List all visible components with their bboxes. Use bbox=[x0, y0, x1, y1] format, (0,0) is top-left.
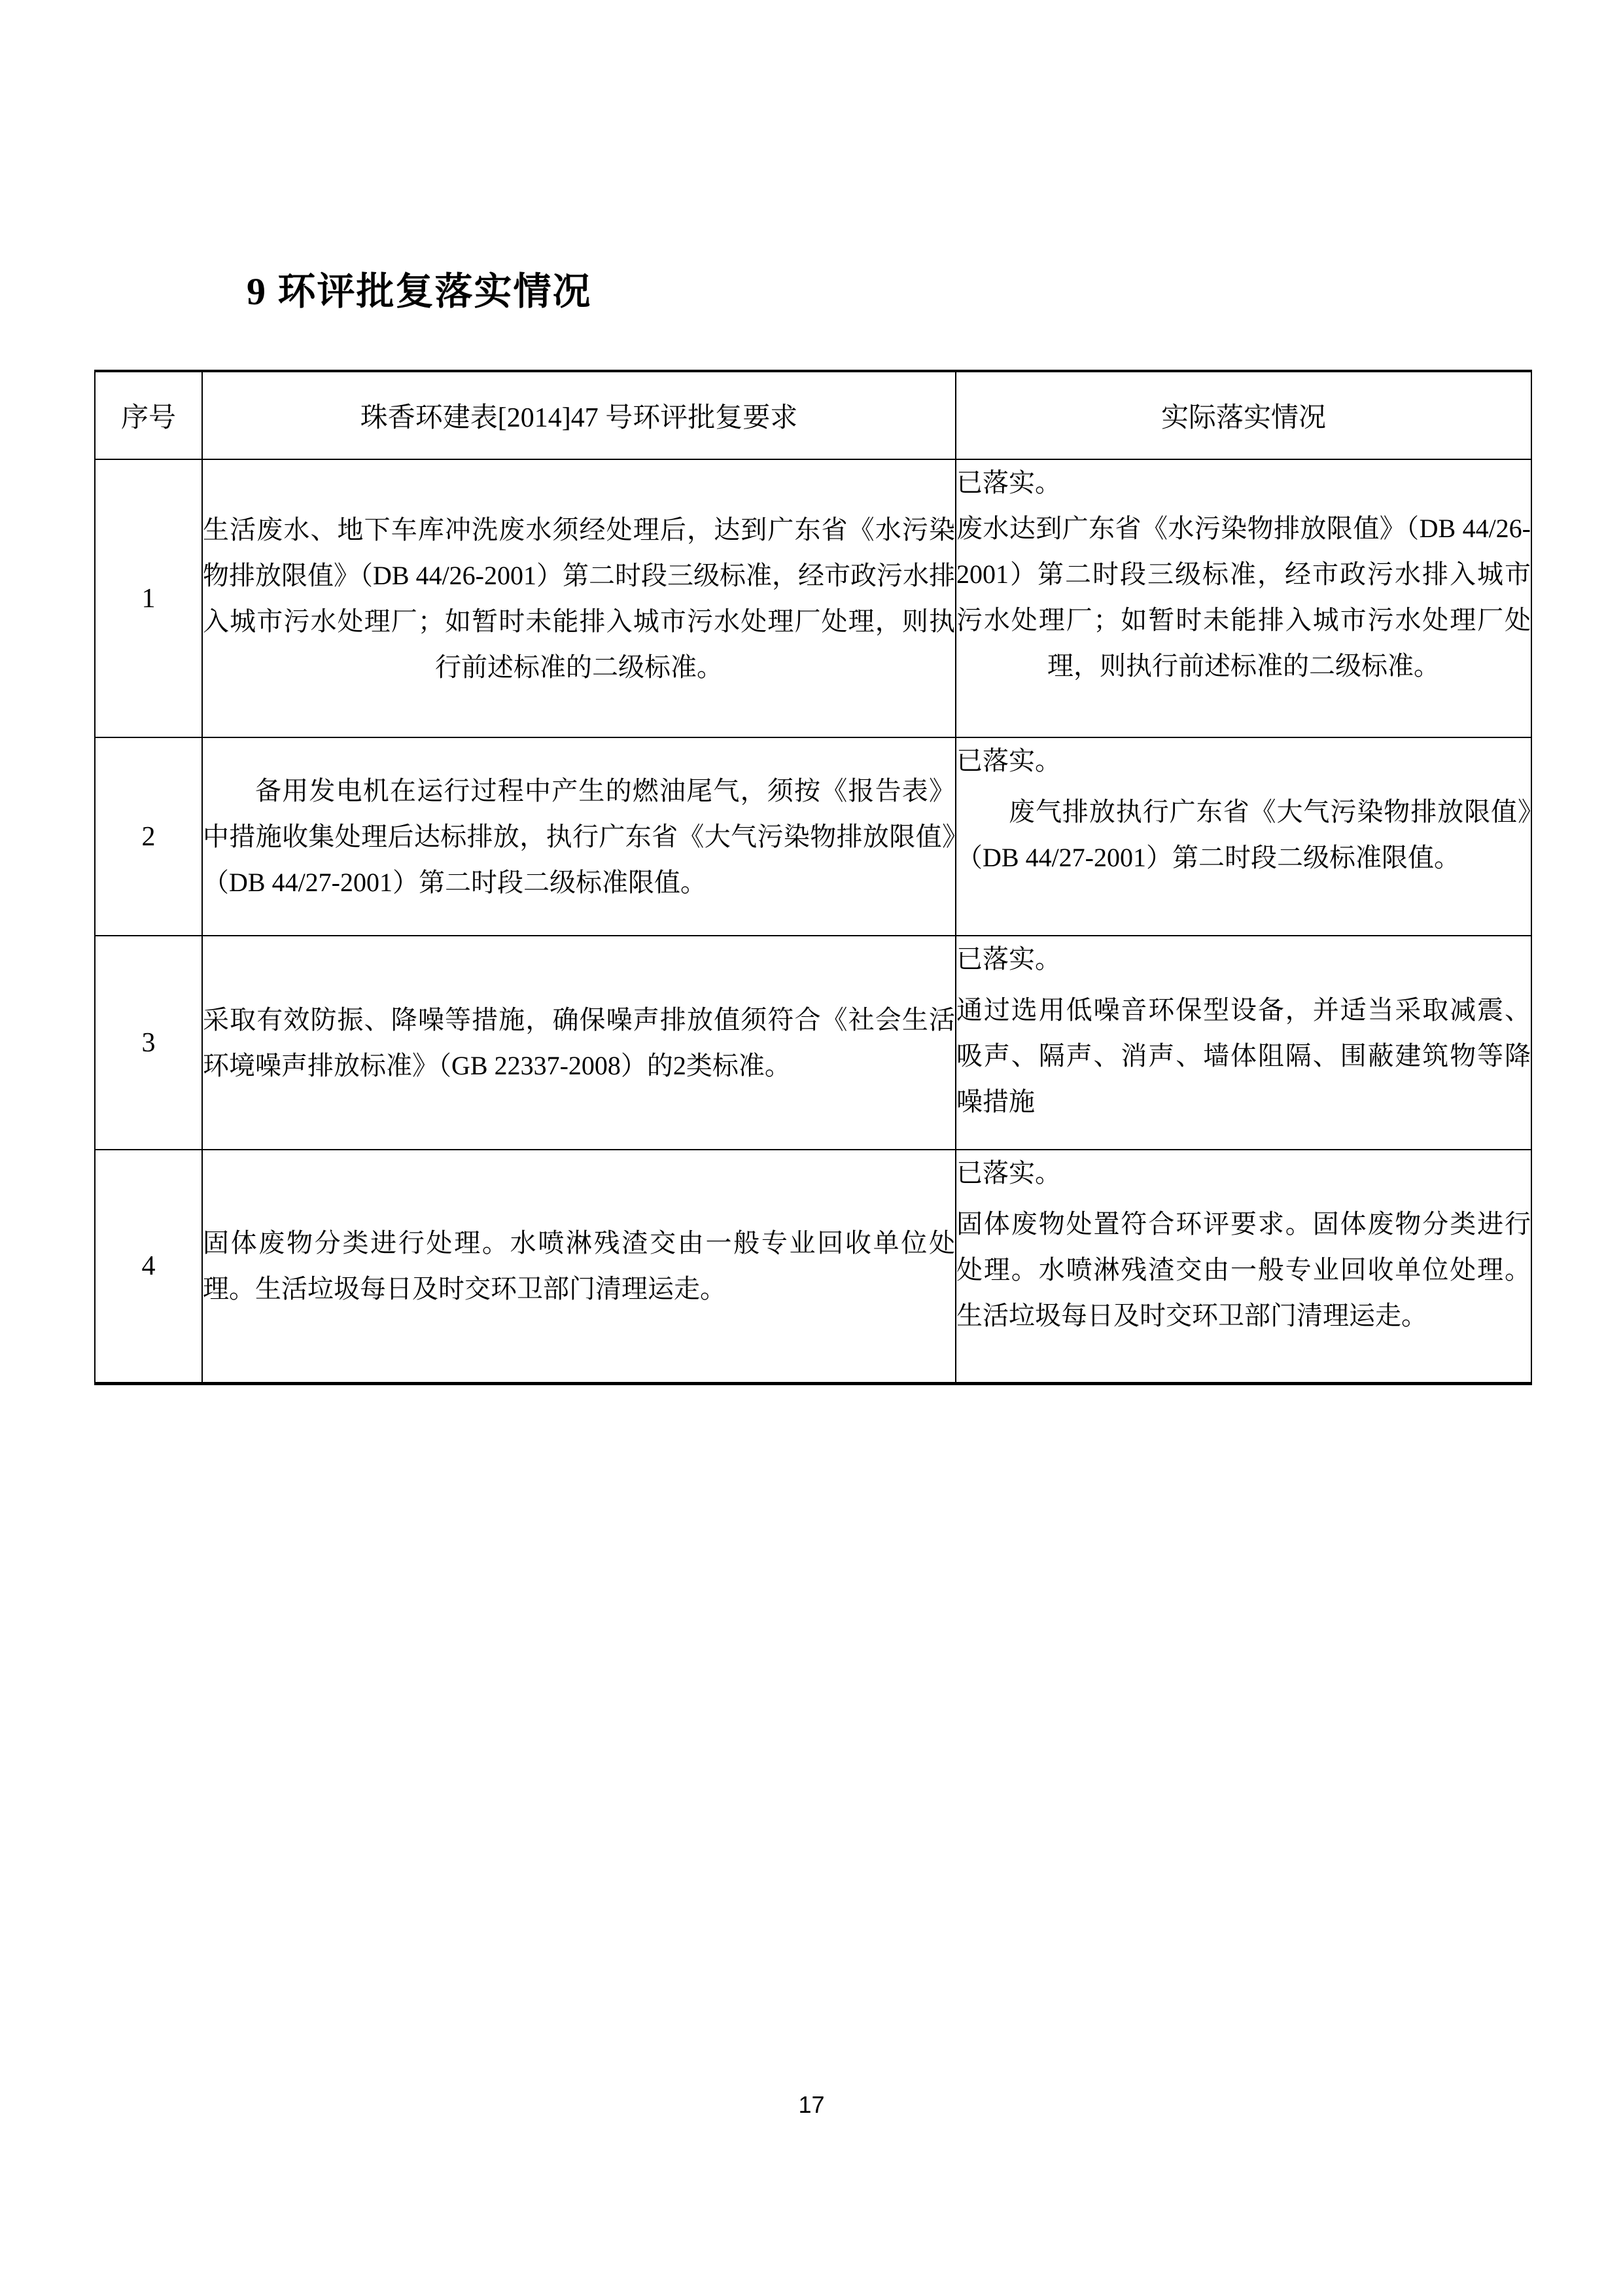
table-row bbox=[95, 1150, 1531, 1383]
requirement-text: 备用发电机在运行过程中产生的燃油尾气，须按《报告表》中措施收集处理后达标排放，执行广东省《大气污染物排放限值》（DB 44/27-2001）第二时段二级标准限值。 bbox=[203, 775, 955, 897]
requirement-text: 固体废物分类进行处理。水喷淋残渣交由一般专业回收单位处理。生活垃圾每日及时交环卫部门清理运走。 bbox=[203, 1227, 955, 1303]
row-requirement-cell bbox=[202, 737, 956, 936]
header-serial-number: 序号 bbox=[95, 371, 202, 459]
table-row bbox=[95, 459, 1531, 737]
approval-implementation-table bbox=[94, 370, 1532, 1385]
table-header-row bbox=[95, 371, 1531, 459]
header-approval-requirement: 珠香环建表[2014]47 号环评批复要求 bbox=[202, 371, 956, 459]
implementation-detail: 固体废物处置符合环评要求。固体废物分类进行处理。水喷淋残渣交由一般专业回收单位处理。生活垃圾每日及时交环卫部门清理运走。 bbox=[956, 1209, 1531, 1330]
implementation-detail: 通过选用低噪音环保型设备，并适当采取减震、吸声、隔声、消声、墙体阻隔、围蔽建筑物等降噪措施 bbox=[956, 995, 1531, 1116]
row-implementation-cell bbox=[956, 459, 1531, 737]
status-text: 已落实。 bbox=[956, 746, 1061, 775]
row-requirement-cell bbox=[202, 936, 956, 1150]
page-number: 17 bbox=[798, 2091, 825, 2118]
row-implementation-cell bbox=[956, 1150, 1531, 1383]
requirement-text: 生活废水、地下车库冲洗废水须经处理后，达到广东省《水污染物排放限值》（DB 44/26-2001）第二时段三级标准，经市政污水排入城市污水处理厂；如暂时未能排入城市污水处理厂处理，则执行前述标准的二级标准。 bbox=[203, 514, 955, 682]
row-serial-number: 3 bbox=[95, 936, 202, 1150]
row-requirement-cell bbox=[202, 459, 956, 737]
status-text: 已落实。 bbox=[956, 468, 1061, 497]
row-serial-number: 4 bbox=[95, 1150, 202, 1383]
row-serial-number: 1 bbox=[95, 459, 202, 737]
table-row bbox=[95, 737, 1531, 936]
row-serial-number: 2 bbox=[95, 737, 202, 936]
section-heading: 9 环评批复落实情况 bbox=[247, 270, 592, 313]
row-requirement-cell bbox=[202, 1150, 956, 1383]
header-actual-implementation: 实际落实情况 bbox=[956, 371, 1531, 459]
row-implementation-cell bbox=[956, 936, 1531, 1150]
implementation-detail: 废水达到广东省《水污染物排放限值》（DB 44/26-2001）第二时段三级标准，经市政污水排入城市污水处理厂；如暂时未能排入城市污水处理厂处理，则执行前述标准的二级标准。 bbox=[956, 514, 1531, 680]
status-text: 已落实。 bbox=[956, 1158, 1061, 1188]
table-row bbox=[95, 936, 1531, 1150]
requirement-text: 采取有效防振、降噪等措施，确保噪声排放值须符合《社会生活环境噪声排放标准》（GB 22337-2008）的2类标准。 bbox=[203, 1004, 955, 1080]
status-text: 已落实。 bbox=[956, 944, 1061, 974]
implementation-detail: 废气排放执行广东省《大气污染物排放限值》（DB 44/27-2001）第二时段二级标准限值。 bbox=[956, 797, 1531, 872]
row-implementation-cell bbox=[956, 737, 1531, 936]
